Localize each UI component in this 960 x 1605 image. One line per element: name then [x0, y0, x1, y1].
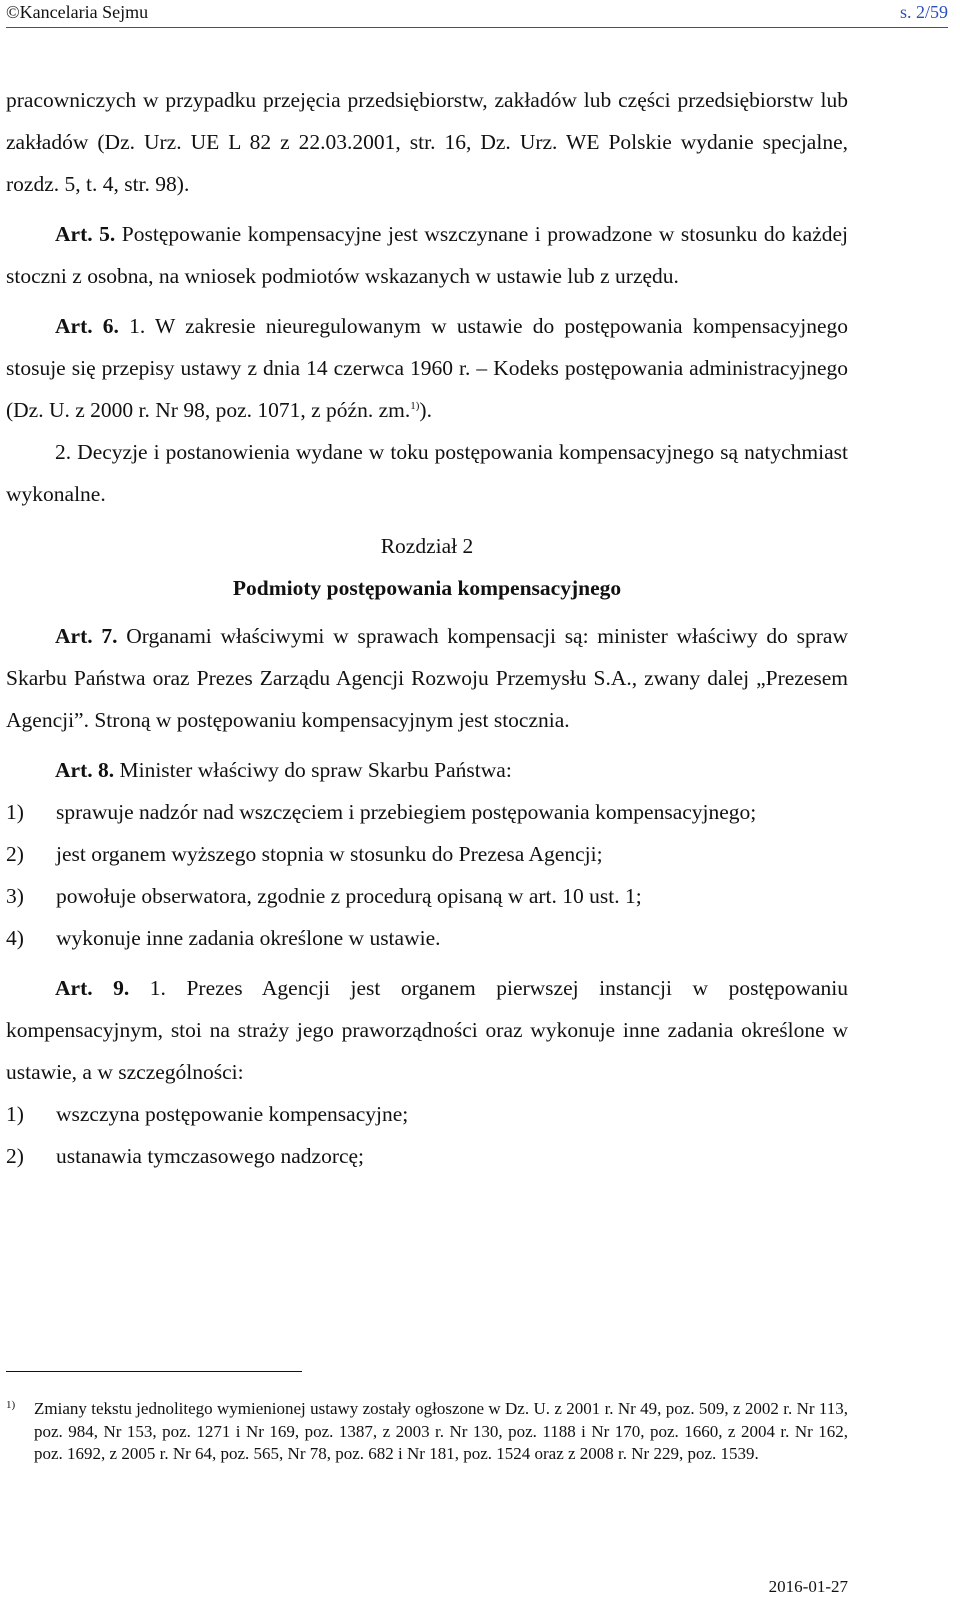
list-item-number: 2) [6, 1144, 24, 1168]
list-item [6, 833, 848, 875]
article-8-label: Art. 8. [55, 758, 115, 782]
article-6-paragraph-2: 2. Decyzje i postanowienia wydane w toku postępowania kompensacyjnego są natychmiast wykonalne. [6, 440, 848, 506]
article-6-paragraph-1 [6, 305, 848, 431]
list-item [6, 875, 848, 917]
list-item [6, 1093, 848, 1135]
document-body [6, 79, 848, 1177]
list-item-text: wszczyna postępowanie kompensacyjne; [56, 1102, 409, 1126]
article-6-1-text: 1. W zakresie nieuregulowanym w ustawie do postępowania kompensacyjnego stosuje się przepisy ustawy z dnia 14 czerwca 1960 r. – Kodeks postępowania administracyjnego (Dz. U. z 2000 r. Nr 98, poz. 1071, z późn. zm. [6, 314, 849, 422]
article-5 [6, 213, 848, 297]
article-9 [6, 967, 848, 1093]
header-source: ©Kancelaria Sejmu [6, 2, 149, 22]
footnote-mark: 1) [6, 1399, 16, 1411]
article-6-1-end: ). [419, 398, 432, 422]
list-item [6, 1135, 848, 1177]
list-item-number: 1) [6, 800, 24, 824]
list-item-text: jest organem wyższego stopnia w stosunku do Prezesa Agencji; [56, 842, 603, 866]
article-5-text: Postępowanie kompensacyjne jest wszczynane i prowadzone w stosunku do każdej stoczni z osobna, na wniosek podmiotów wskazanych w ustawie lub z urzędu. [6, 222, 849, 288]
list-item [6, 917, 848, 959]
article-8-list [6, 791, 848, 959]
article-7-label: Art. 7. [55, 624, 118, 648]
page-header [6, 0, 948, 30]
list-item-text: ustanawia tymczasowego nadzorcę; [56, 1144, 365, 1168]
list-item [6, 791, 848, 833]
header-rule [6, 27, 948, 28]
list-item-number: 3) [6, 884, 24, 908]
article-6-label: Art. 6. [55, 314, 119, 338]
list-item-number: 1) [6, 1102, 24, 1126]
list-item-number: 4) [6, 926, 24, 950]
list-item-text: wykonuje inne zadania określone w ustawie. [56, 926, 441, 950]
footnote-text: Zmiany tekstu jednolitego wymienionej ustawy zostały ogłoszone w Dz. U. z 2001 r. Nr 49, poz. 509, z 2002 r. Nr 113, poz. 984, Nr 153, poz. 1271 i Nr 169, poz. 1387, z 2003 r. Nr 130, poz. 1188 i Nr 170, poz. 1660, z 2004 r. Nr 162, poz. 1692, z 2005 r. Nr 64, poz. 565, Nr 78, poz. 682 i Nr 181, poz. 1524 oraz z 2008 r. Nr 229, poz. 1539. [34, 1399, 848, 1463]
article-9-list [6, 1093, 848, 1177]
article-9-label: Art. 9. [55, 976, 130, 1000]
article-9-text: 1. Prezes Agencji jest organem pierwszej instancji w postępowaniu kompensacyjnym, stoi na straży jego praworządności oraz wykonuje inne zadania określone w ustawie, a w szczególności: [6, 976, 848, 1084]
chapter-label: Rozdział 2 [380, 534, 474, 558]
list-item-text: sprawuje nadzór nad wszczęciem i przebiegiem postępowania kompensacyjnego; [56, 800, 757, 824]
article-8 [6, 749, 848, 791]
chapter-title: Podmioty postępowania kompensacyjnego [232, 576, 622, 600]
list-item-number: 2) [6, 842, 24, 866]
paragraph-continuation: pracowniczych w przypadku przejęcia przedsiębiorstw, zakładów lub części przedsiębiorstw lub zakładów (Dz. Urz. UE L 82 z 22.03.2001, str. 16, Dz. Urz. WE Polskie wydanie specjalne, rozdz. 5, t. 4, str. 98). [6, 88, 848, 196]
list-item-text: powołuje obserwatora, zgodnie z procedurą opisaną w art. 10 ust. 1; [56, 884, 642, 908]
footnote-separator [6, 1371, 302, 1372]
footer-date: 2016-01-27 [768, 1577, 848, 1596]
article-8-text: Minister właściwy do spraw Skarbu Państwa: [114, 758, 512, 782]
footnote [6, 1398, 848, 1466]
article-7 [6, 615, 848, 741]
page-number: s. 2/59 [899, 2, 948, 22]
article-7-text: Organami właściwymi w sprawach kompensacji są: minister właściwy do spraw Skarbu Państwa oraz Prezes Zarządu Agencji Rozwoju Przemysłu S.A., zwany dalej „Prezesem Agencji”. Stroną w postępowaniu kompensacyjnym jest stocznia. [6, 624, 849, 732]
article-5-label: Art. 5. [55, 222, 116, 246]
footnote-reference[interactable]: 1) [410, 400, 420, 412]
